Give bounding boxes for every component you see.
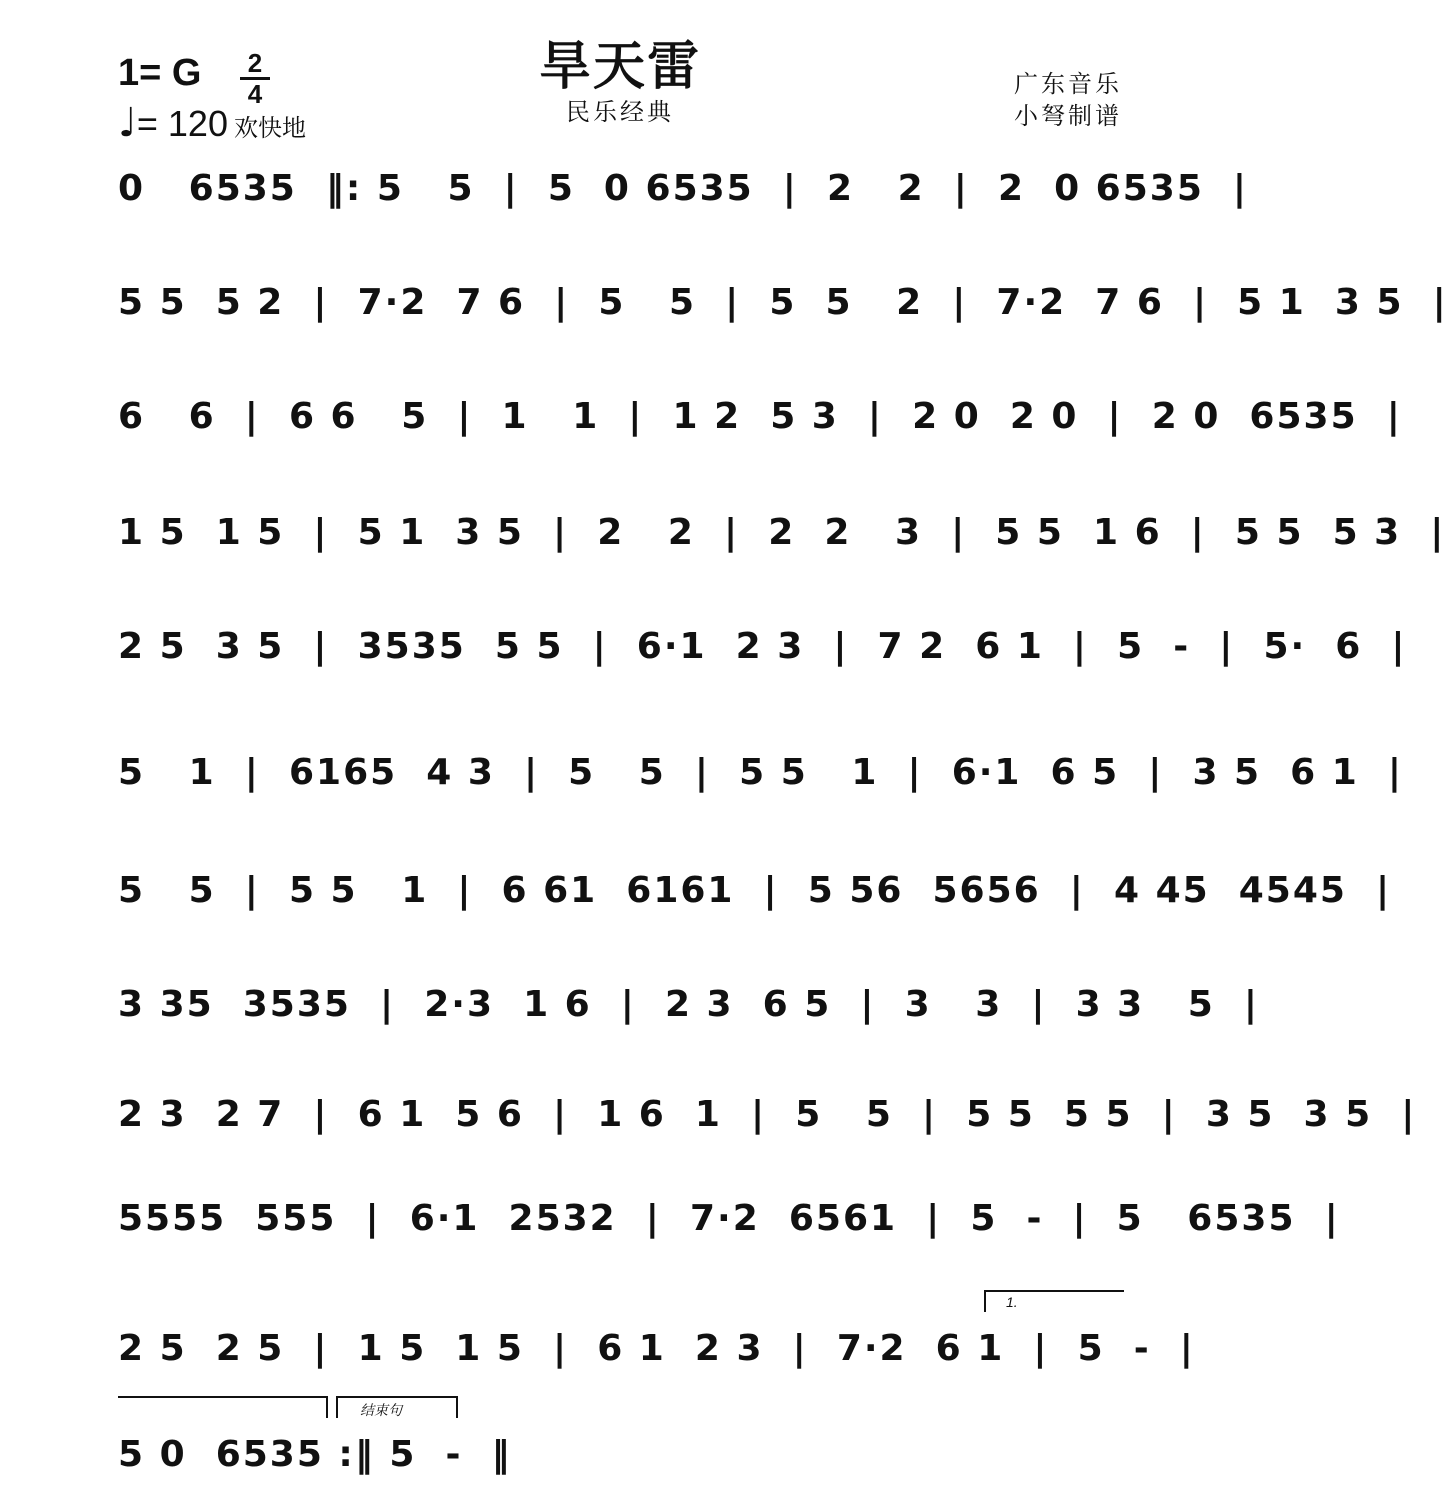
song-title: 旱天雷: [538, 38, 701, 96]
tempo-marking: [118, 100, 306, 146]
final-ending-label: 结束句: [360, 1402, 402, 1418]
score-row-1: 0 6535 ‖: 5 5 | 5 0 6535 | 2 2 | 2 0 6535 |: [118, 168, 1249, 209]
time-signature: [238, 50, 272, 107]
key-signature: 1= G: [118, 52, 202, 94]
score-row-7: 5 5 | 5 5 1 | 6 61 6161 | 5 56 5656 | 4 45 4545 |: [118, 870, 1392, 911]
score-row-11: 2 5 2 5 | 1 5 1 5 | 6 1 2 3 | 7·2 6 1 | 5 - |: [118, 1328, 1195, 1369]
quarter-note-icon: ♩: [118, 100, 137, 146]
tempo-expression: 欢快地: [233, 115, 306, 142]
credits: [1014, 68, 1122, 132]
first-ending-label: 1.: [1006, 1294, 1018, 1310]
score-row-4: 1 5 1 5 | 5 1 3 5 | 2 2 | 2 2 3 | 5 5 1 6 | 5 5 5 3 |: [118, 512, 1446, 553]
score-row-2: 5 5 5 2 | 7·2 7 6 | 5 5 | 5 5 2 | 7·2 7 6 | 5 1 3 5 |: [118, 282, 1448, 323]
score-row-10: 5555 555 | 6·1 2532 | 7·2 6561 | 5 - | 5 6535 |: [118, 1198, 1340, 1239]
credit-origin: 广东音乐: [1014, 70, 1122, 98]
score-row-5: 2 5 3 5 | 3535 5 5 | 6·1 2 3 | 7 2 6 1 | 5 - | 5· 6 |: [118, 626, 1407, 667]
credit-arranger: 小弩制谱: [1014, 102, 1122, 130]
score-row-8: 3 35 3535 | 2·3 1 6 | 2 3 6 5 | 3 3 | 3 3 5 |: [118, 984, 1260, 1025]
time-signature-top: 2: [247, 48, 263, 78]
first-ending-continuation: [118, 1396, 328, 1418]
song-subtitle: 民乐经典: [566, 99, 674, 126]
score-row-3: 6 6 | 6 6 5 | 1 1 | 1 2 5 3 | 2 0 2 0 | 2 0 6535 |: [118, 396, 1402, 437]
first-ending-bracket: [984, 1290, 1124, 1312]
score-row-6: 5 1 | 6165 4 3 | 5 5 | 5 5 1 | 6·1 6 5 | 3 5 6 1 |: [118, 752, 1403, 793]
tempo-value: = 120: [136, 103, 228, 144]
time-signature-bottom: 4: [247, 79, 263, 109]
score-row-12: 5 0 6535 :‖ 5 - ‖: [118, 1434, 512, 1475]
score-row-9: 2 3 2 7 | 6 1 5 6 | 1 6 1 | 5 5 | 5 5 5 5 | 3 5 3 5 |: [118, 1094, 1417, 1135]
